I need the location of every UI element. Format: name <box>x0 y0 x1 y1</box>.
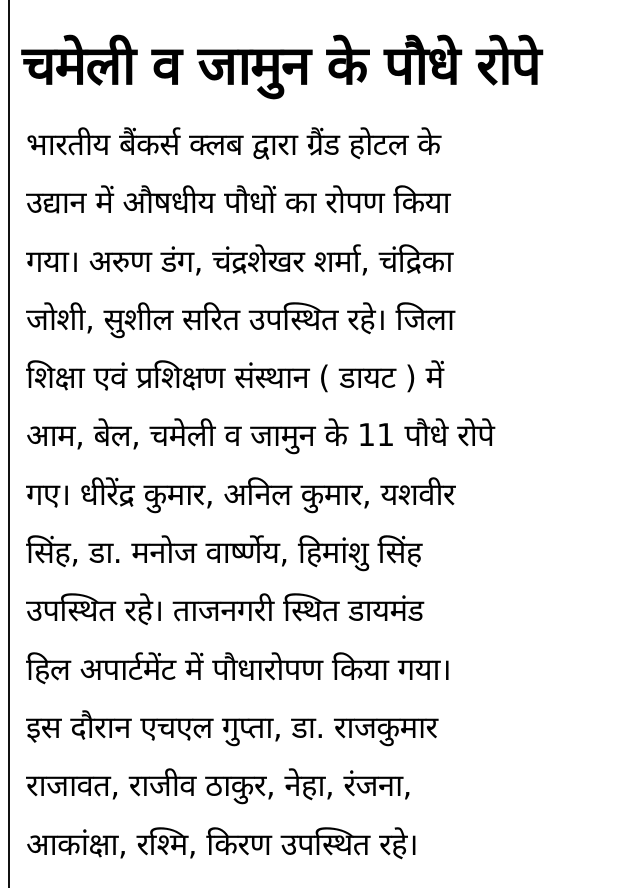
body-line: हिल अपार्टमेंट में पौधारोपण किया गया। <box>26 651 452 688</box>
body-line: भारतीय बैंकर्स क्लब द्वारा ग्रैंड होटल के <box>26 127 441 163</box>
body-line: आकांक्षा, रश्मि, किरण उपस्थित रहे। <box>26 826 419 863</box>
body-line: उपस्थित रहे। ताजनगरी स्थित डायमंड <box>26 593 424 630</box>
body-line: उद्यान में औषधीय पौधों का रोपण किया <box>26 185 451 222</box>
body-line: गए। धीरेंद्र कुमार, अनिल कुमार, यशवीर <box>26 476 456 513</box>
body-line: गया। अरुण डंग, चंद्रशेखर शर्मा, चंद्रिका <box>26 243 453 280</box>
body-line: इस दौरान एचएल गुप्ता, डा. राजकुमार <box>26 709 438 746</box>
article-body <box>26 116 632 874</box>
body-line: सिंह, डा. मनोज वार्ष्णेय, हिमांशु सिंह <box>26 535 422 572</box>
body-line: राजावत, राजीव ठाकुर, नेहा, रंजना, <box>26 768 412 805</box>
headline: चमेली व जामुन के पौधे रोपे <box>22 34 541 97</box>
body-line: जोशी, सुशील सरित उपस्थित रहे। जिला <box>26 301 455 338</box>
column-rule <box>8 0 10 888</box>
body-line: आम, बेल, चमेली व जामुन के 11 पौधे रोपे <box>26 418 495 455</box>
body-line: शिक्षा एवं प्रशिक्षण संस्थान ( डायट ) में <box>26 360 444 397</box>
